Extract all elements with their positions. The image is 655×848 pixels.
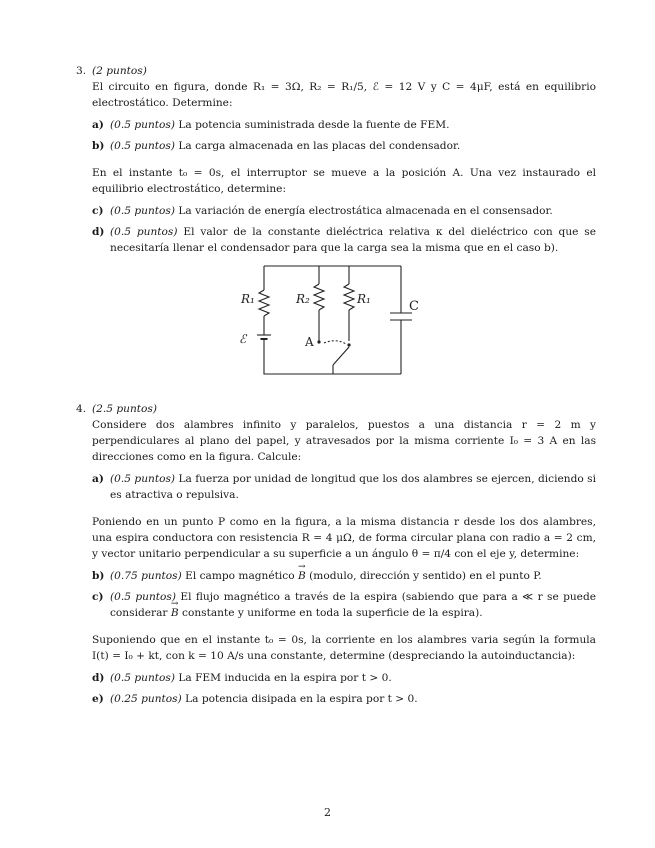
item-text: La fuerza por unidad de longitud que los dos alambres se ejercen, diciendo si es atractiva o repulsiva.	[110, 473, 596, 501]
item-text-post: constante y uniforme en toda la superficie de la espira).	[182, 607, 483, 619]
question-item	[92, 117, 596, 133]
item-points: (0.5 puntos)	[110, 473, 176, 485]
question-item	[92, 203, 596, 219]
question-item	[92, 568, 596, 584]
label-capacitor: C	[409, 299, 419, 314]
item-label: d)	[92, 226, 105, 238]
item-points: (0.5 puntos)	[110, 226, 178, 238]
resistor-r2	[314, 284, 324, 310]
problem-middle-text: Poniendo en un punto P como en la figura, a la misma distancia r desde los dos alambres, una espira conductora con resistencia R = 4 μΩ, de forma circular plana con radio a = 2 cm, y vector unitario perpendicular a su superficie a un ángulo θ = π/4 con el eje y, determine:	[92, 516, 596, 560]
label-r1-right: R₁	[357, 292, 371, 306]
item-points: (0.25 puntos)	[110, 693, 182, 705]
item-label: a)	[92, 473, 104, 485]
label-emf: ℰ	[239, 332, 247, 346]
item-text-post: (modulo, dirección y sentido) en el punto P.	[309, 570, 542, 582]
resistor-r1-right	[344, 284, 354, 310]
label-r1-left: R₁	[241, 292, 255, 306]
item-text-pre: El flujo magnético a través de la espira (sabiendo que para a ≪ r se puede considerar	[110, 591, 596, 619]
circuit-diagram	[228, 258, 428, 383]
vector-b-symbol: → B	[298, 568, 306, 584]
item-label: d)	[92, 672, 105, 684]
item-text: La FEM inducida en la espira por t > 0.	[178, 672, 392, 684]
problem-intro: Considere dos alambres infinito y paralelos, puestos a una distancia r = 2 m y perpendiculares al plano del papel, y atravesados por la misma corriente I₀ = 3 A en las direcciones como en la figura. Calcule:	[92, 419, 596, 463]
item-points: (0.5 puntos)	[110, 205, 175, 217]
item-text: La potencia disipada en la espira por t > 0.	[185, 693, 418, 705]
question-item	[92, 224, 596, 256]
switch-contact-b	[347, 343, 350, 346]
problem-middle-text: En el instante t₀ = 0s, el interruptor se mueve a la posición A. Una vez instaurado el equilibrio electrostático, determine:	[92, 167, 596, 195]
item-label: c)	[92, 591, 104, 603]
item-points: (0.5 puntos)	[110, 140, 175, 152]
question-item	[92, 691, 596, 707]
item-points: (0.5 puntos)	[110, 119, 175, 131]
switch-contact-a	[317, 340, 320, 343]
item-text: La potencia suministrada desde la fuente de FEM.	[178, 119, 450, 131]
label-switch-a: A	[305, 335, 314, 349]
item-points: (0.5 puntos)	[110, 672, 175, 684]
question-item	[92, 589, 596, 621]
resistor-r1-left	[259, 290, 269, 316]
question-item	[92, 471, 596, 503]
question-item	[92, 670, 596, 686]
item-label: e)	[92, 693, 104, 705]
problem-number: 3.	[76, 65, 87, 77]
item-points: (0.5 puntos)	[110, 591, 176, 603]
item-text: El valor de la constante dieléctrica relativa κ del dieléctrico con que se necesitaría llenar el condensador para que la carga sea la misma que en el caso b).	[110, 226, 596, 254]
item-label: a)	[92, 119, 104, 131]
item-label: b)	[92, 570, 105, 582]
page-number: 2	[324, 806, 331, 819]
label-r2: R₂	[296, 292, 310, 306]
item-text-pre: El campo magnético	[185, 570, 295, 582]
problem-points: (2.5 puntos)	[92, 403, 157, 415]
question-item	[92, 138, 596, 154]
problem-points: (2 puntos)	[92, 65, 147, 77]
problem-3	[76, 63, 596, 261]
item-label: c)	[92, 205, 104, 217]
problem-intro: El circuito en figura, donde R₁ = 3Ω, R₂ = R₁/5, ℰ = 12 V y C = 4μF, está en equilibrio electrostático. Determine:	[92, 81, 596, 109]
problem-number: 4.	[76, 403, 87, 415]
problem-4	[76, 401, 596, 712]
item-label: b)	[92, 140, 105, 152]
item-text: La variación de energía electrostática almacenada en el consensador.	[178, 205, 553, 217]
item-points: (0.75 puntos)	[110, 570, 182, 582]
switch-arc	[324, 341, 346, 344]
item-text: La carga almacenada en las placas del condensador.	[178, 140, 461, 152]
switch-blade	[333, 347, 349, 365]
vector-b-symbol: → B	[171, 605, 179, 621]
problem-final-text: Suponiendo que en el instante t₀ = 0s, la corriente en los alambres varia según la formula I(t) = I₀ + kt, con k = 10 A/s una constante, determine (despreciando la autoinductancia):	[92, 634, 596, 662]
